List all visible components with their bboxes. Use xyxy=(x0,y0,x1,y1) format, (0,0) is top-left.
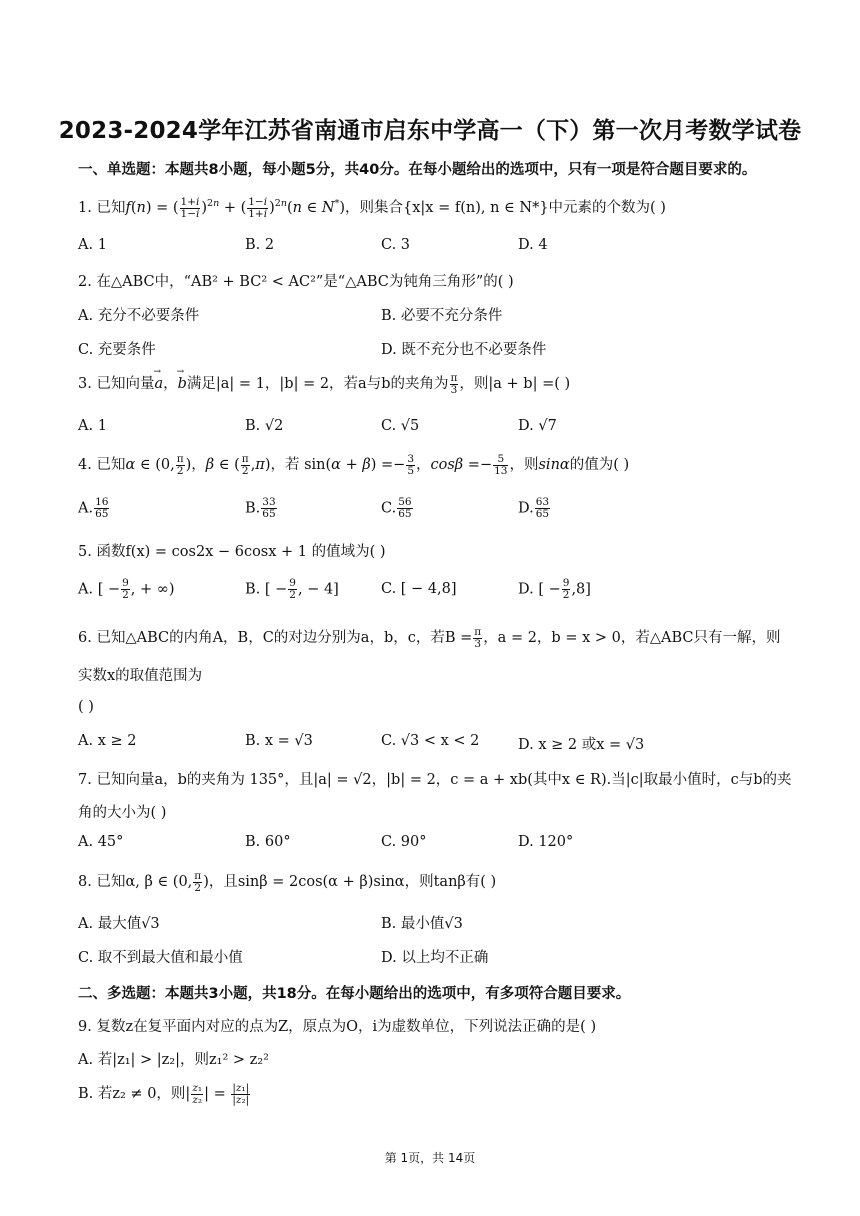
q9-option-b[interactable]: B. 若z₂ ≠ 0，则| $\frac{\text{z₁}}{\text{z₂}}$ | = $\frac{\text{|z₁|}}{\text{|z₂|}}$ xyxy=(78,1081,250,1106)
question-6-line-3: ( ) xyxy=(78,699,94,715)
page-footer: 第 1页，共 14页 xyxy=(384,1151,476,1165)
q5-option-d-text: D. [ − xyxy=(518,581,561,598)
q5-option-a[interactable]: A. [ − $\frac{9}{2}$ , + ∞) xyxy=(78,577,175,601)
q8-option-d[interactable]: D. 以上均不正确 xyxy=(381,950,489,966)
q8-option-a[interactable]: A. 最大值√3 xyxy=(78,916,160,932)
q4-option-d[interactable] xyxy=(518,497,551,520)
question-6-line-1: 6. 已知△ABC的内角A，B，C的对边分别为a，b，c，若B = $\frac{\pi}{3}$ ，a = 2，b = x > 0，若△ABC只有一解，则 xyxy=(78,625,781,650)
q4-option-d-num: 63 xyxy=(535,496,550,508)
q4-option-c[interactable] xyxy=(381,497,414,520)
q7-option-d[interactable]: D. 120° xyxy=(518,834,574,850)
q2-option-d[interactable]: D. 既不充分也不必要条件 xyxy=(381,342,547,358)
q4-option-b[interactable] xyxy=(245,497,278,520)
q5-option-d[interactable]: D. [ − $\frac{9}{2}$ ,8] xyxy=(518,577,591,601)
q1-option-a[interactable]: A. 1 xyxy=(78,237,107,253)
question-9-stem: 9. 复数z在复平面内对应的点为Z，原点为O，i为虚数单位，下列说法正确的是( ) xyxy=(78,1019,597,1035)
question-7-line-1: 7. 已知向量a，b的夹角为 135°，且|a| = √2，|b| = 2，c = a + xb(其中x ∈ R).当|c|取最小值时，c与b的夹 xyxy=(78,772,792,788)
q6-option-d[interactable]: D. x ≥ 2 或x = √3 xyxy=(518,737,645,753)
q3-option-b[interactable]: B. √2 xyxy=(245,418,284,434)
question-4-stem: 4. 已知α ∈ (0, $\frac{\pi}{2}$ )，β ∈ ( $\frac{\pi}{2}$ ,π)，若 sin(α + β) =− $\frac{3}{5}$ ，cosβ =− $\frac{5}{13}$ ，则sinα的值为( ) xyxy=(78,452,630,477)
q2-option-a[interactable]: A. 充分不必要条件 xyxy=(78,308,200,324)
q4-option-c-den: 65 xyxy=(398,508,412,520)
section-heading-single-choice: 一、单选题：本题共8小题，每小题5分，共40分。在每小题给出的选项中，只有一项是符合题目要求的。 xyxy=(78,162,757,178)
page-title: 2023-2024学年江苏省南通市启东中学高一（下）第一次月考数学试卷 xyxy=(58,118,802,144)
q4-option-b-num: 33 xyxy=(262,496,276,508)
q1-option-b[interactable]: B. 2 xyxy=(245,237,275,253)
q5-option-a-text: A. [ − xyxy=(78,581,121,598)
q6-option-c[interactable]: C. √3 < x < 2 xyxy=(381,733,480,749)
question-3-text-b: 满足|a| = 1，|b| = 2，若a与b的夹角为 xyxy=(186,376,449,392)
q3-option-a[interactable]: A. 1 xyxy=(78,418,107,434)
question-8-text-a: 8. 已知α, β ∈ (0, xyxy=(78,874,193,890)
q2-option-c[interactable]: C. 充要条件 xyxy=(78,342,156,358)
q3-option-d[interactable]: D. √7 xyxy=(518,418,557,434)
q4-option-a[interactable] xyxy=(78,497,110,520)
q4-option-a-num: 16 xyxy=(95,496,109,508)
question-3-text-a: 3. 已知向量 xyxy=(78,376,155,392)
q7-option-b[interactable]: B. 60° xyxy=(245,834,291,850)
q8-option-c[interactable]: C. 取不到最大值和最小值 xyxy=(78,950,243,966)
q4-option-b-den: 65 xyxy=(262,508,276,520)
q1-option-c[interactable]: C. 3 xyxy=(381,237,411,253)
question-3-text-c: ，则|a + b| =( ) xyxy=(459,376,571,392)
question-5-stem: 5. 函数f(x) = cos2x − 6cosx + 1 的值域为( ) xyxy=(78,544,386,560)
q6-option-b[interactable]: B. x = √3 xyxy=(245,733,313,749)
q4-option-d-label: D. xyxy=(518,500,534,517)
q9-option-b-text-b: | = xyxy=(204,1086,226,1102)
q2-option-b[interactable]: B. 必要不充分条件 xyxy=(381,308,503,324)
q7-option-a[interactable]: A. 45° xyxy=(78,834,124,850)
q4-option-a-den: 65 xyxy=(95,508,109,520)
question-1-stem: 1. 已知f(n) = ( $\frac{1+i}{1-i}$ )$^{2n}$ + ( $\frac{1-i}{1+i}$ )$^{2n}$(n ∈ N*)，则集合{x|x = f(n), n ∈ N*}中元素的个数为( ) xyxy=(78,195,666,220)
q4-option-c-num: 56 xyxy=(398,496,412,508)
q4-option-d-den: 65 xyxy=(535,508,550,520)
q7-option-c[interactable]: C. 90° xyxy=(381,834,427,850)
question-3-stem: 3. 已知向量→ a，→ b满足|a| = 1，|b| = 2，若a与b的夹角为 $\frac{\pi}{3}$ ，则|a + b| =( ) xyxy=(78,372,570,396)
q6-option-a[interactable]: A. x ≥ 2 xyxy=(78,733,137,749)
q9-option-b-text-a: B. 若z₂ ≠ 0，则| xyxy=(78,1086,191,1102)
question-6-line-2: 实数x的取值范围为 xyxy=(78,668,203,684)
q5-option-b[interactable]: B. [ − $\frac{9}{2}$ , − 4] xyxy=(245,577,339,601)
question-8-stem: 8. 已知α, β ∈ (0, $\frac{\pi}{2}$ )，且sinβ = 2cos(α + β)sinα，则tanβ有( ) xyxy=(78,869,497,894)
question-1-text-b: ，则集合{x|x = f(n), n ∈ N*}中元素的个数为( ) xyxy=(345,200,666,216)
q5-option-b-text: B. [ − xyxy=(245,581,288,598)
q8-option-b[interactable]: B. 最小值√3 xyxy=(381,916,463,932)
question-2-stem: 2. 在△ABC中，“AB² + BC² < AC²”是“△ABC为钝角三角形”的( ) xyxy=(78,274,514,290)
q4-option-b-label: B. xyxy=(245,500,261,517)
question-8-text-b: )，且sinβ = 2cos(α + β)sinα，则tanβ有( ) xyxy=(203,874,497,890)
question-6-text-a: 6. 已知△ABC的内角A，B，C的对边分别为a，b，c，若B = xyxy=(78,630,473,646)
q9-option-a[interactable]: A. 若|z₁| > |z₂|，则z₁² > z₂² xyxy=(78,1052,269,1068)
question-1-text-a: 1. 已知 xyxy=(78,200,126,216)
q4-option-c-label: C. xyxy=(381,500,397,517)
question-7-line-2: 角的大小为( ) xyxy=(78,805,167,821)
q5-option-c[interactable]: C. [ − 4,8] xyxy=(381,581,457,597)
q1-option-d[interactable]: D. 4 xyxy=(518,237,548,253)
q4-option-a-label: A. xyxy=(78,500,94,517)
question-6-text-b: ，a = 2，b = x > 0，若△ABC只有一解，则 xyxy=(483,630,781,646)
section-heading-multiple-choice: 二、多选题：本题共3小题，共18分。在每小题给出的选项中，有多项符合题目要求。 xyxy=(78,986,631,1002)
q3-option-c[interactable]: C. √5 xyxy=(381,418,420,434)
